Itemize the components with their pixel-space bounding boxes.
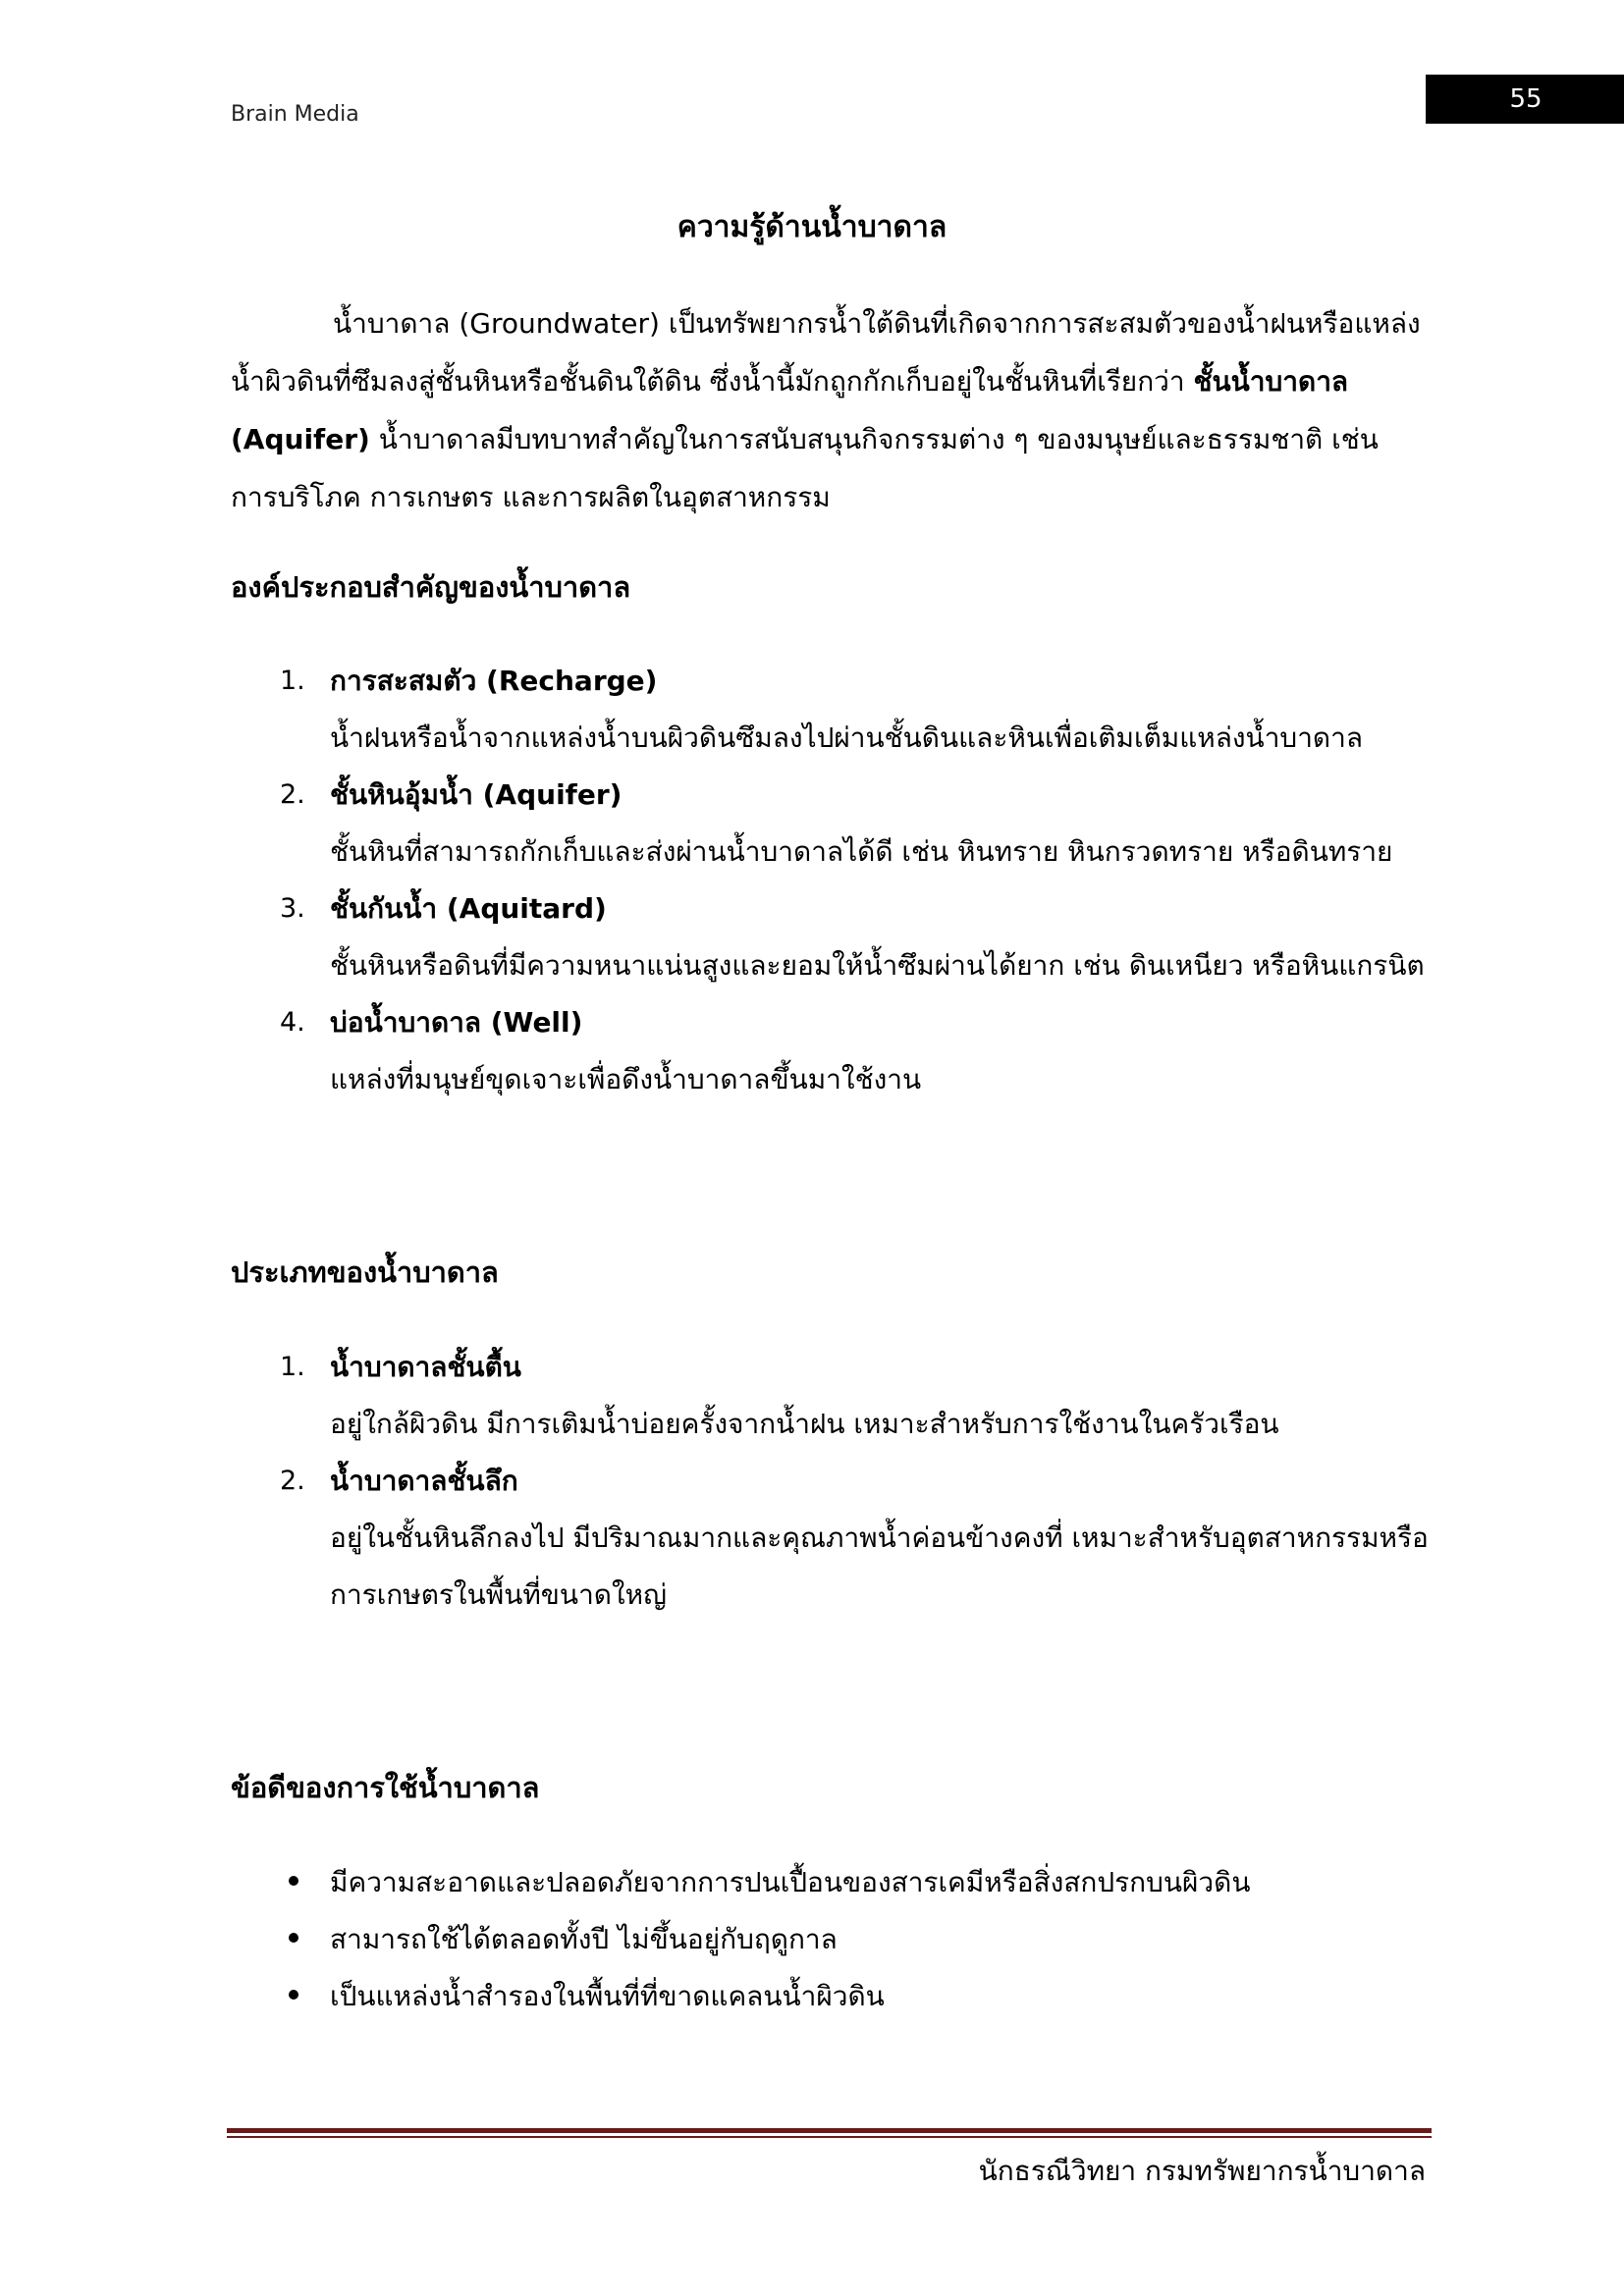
components-list	[231, 653, 1431, 1108]
list-item	[231, 1911, 1431, 1968]
item-number: 1.	[280, 666, 305, 696]
list-item	[231, 1453, 1431, 1624]
page-title: ความรู้ด้านน้ำบาดาล	[677, 210, 947, 244]
intro-text-start: น้ำบาดาล (Groundwater) เป็นทรัพยากรน้ำใต้ดินที่เกิดจากการสะสมตัวของน้ำฝนหรือแหล่งน้ำผิวดินที่ซึมลงสู่ชั้นหินหรือชั้นดินใต้ดิน ซึ่งน้ำนี้มักถูกกักเก็บอยู่ในชั้นหินที่เรียกว่า	[231, 307, 1421, 398]
list-item	[231, 994, 1431, 1108]
intro-bold-term: ชั้นน้ำบาดาล (Aquifer)	[231, 365, 1349, 455]
item-number: 4.	[280, 1007, 305, 1038]
item-title: ชั้นหินอุ้มน้ำ (Aquifer)	[330, 778, 623, 811]
list-item	[231, 1339, 1431, 1453]
components-heading: องค์ประกอบสำคัญของน้ำบาดาล	[231, 570, 631, 604]
list-item	[231, 653, 1431, 767]
footer-text: นักธรณีวิทยา กรมทรัพยากรน้ำบาดาล	[978, 2155, 1426, 2187]
list-item	[231, 1968, 1431, 2025]
item-number: 2.	[280, 1466, 305, 1496]
advantages-list	[231, 1854, 1431, 2025]
item-title: น้ำบาดาลชั้นลึก	[330, 1465, 518, 1497]
bullet-text: มีความสะอาดและปลอดภัยจากการปนเปื้อนของสารเคมีหรือสิ่งสกปรกบนผิวดิน	[330, 1866, 1251, 1898]
bullet-icon	[289, 1990, 298, 2000]
item-title: น้ำบาดาลชั้นตื้น	[330, 1351, 521, 1383]
list-item	[231, 767, 1431, 881]
item-description: ชั้นหินที่สามารถกักเก็บและส่งผ่านน้ำบาดาลได้ดี เช่น หินทราย หินกรวดทราย หรือดินทราย	[330, 835, 1393, 868]
page-number: 55	[1426, 75, 1624, 124]
intro-text-end: น้ำบาดาลมีบทบาทสำคัญในการสนับสนุนกิจกรรมต่าง ๆ ของมนุษย์และธรรมชาติ เช่น การบริโภค การเกษตร และการผลิตในอุตสาหกรรม	[231, 423, 1379, 513]
intro-paragraph	[231, 294, 1431, 526]
list-item	[231, 881, 1431, 994]
item-description: แหล่งที่มนุษย์ขุดเจาะเพื่อดึงน้ำบาดาลขึ้นมาใช้งาน	[330, 1063, 922, 1095]
types-list	[231, 1339, 1431, 1624]
item-description: ชั้นหินหรือดินที่มีความหนาแน่นสูงและยอมให้น้ำซึมผ่านได้ยาก เช่น ดินเหนียว หรือหินแกรนิต	[330, 949, 1425, 982]
item-title: ชั้นกันน้ำ (Aquitard)	[330, 892, 607, 925]
advantages-heading: ข้อดีของการใช้น้ำบาดาล	[231, 1771, 540, 1804]
types-heading: ประเภทของน้ำบาดาล	[231, 1255, 499, 1289]
item-title: การสะสมตัว (Recharge)	[330, 665, 658, 697]
brand-name: Brain Media	[231, 102, 359, 127]
bullet-text: สามารถใช้ได้ตลอดทั้งปี ไม่ขึ้นอยู่กับฤดูกาล	[330, 1923, 838, 1955]
item-description: อยู่ใกล้ผิวดิน มีการเติมน้ำบ่อยครั้งจากน้ำฝน เหมาะสำหรับการใช้งานในครัวเรือน	[330, 1408, 1279, 1440]
item-title: บ่อน้ำบาดาล (Well)	[330, 1006, 583, 1039]
item-description: น้ำฝนหรือน้ำจากแหล่งน้ำบนผิวดินซึมลงไปผ่านชั้นดินและหินเพื่อเติมเต็มแหล่งน้ำบาดาล	[330, 721, 1363, 754]
footer-rule-thin	[227, 2136, 1432, 2138]
footer-rule-thick	[227, 2128, 1432, 2133]
item-description: อยู่ในชั้นหินลึกลงไป มีปริมาณมากและคุณภาพน้ำค่อนข้างคงที่ เหมาะสำหรับอุตสาหกรรมหรือการเกษตรในพื้นที่ขนาดใหญ่	[330, 1522, 1429, 1611]
item-number: 2.	[280, 779, 305, 810]
item-number: 1.	[280, 1352, 305, 1382]
list-item	[231, 1854, 1431, 1911]
bullet-text: เป็นแหล่งน้ำสำรองในพื้นที่ที่ขาดแคลนน้ำผิวดิน	[330, 1980, 885, 2012]
bullet-icon	[289, 1876, 298, 1886]
bullet-icon	[289, 1933, 298, 1943]
item-number: 3.	[280, 893, 305, 924]
